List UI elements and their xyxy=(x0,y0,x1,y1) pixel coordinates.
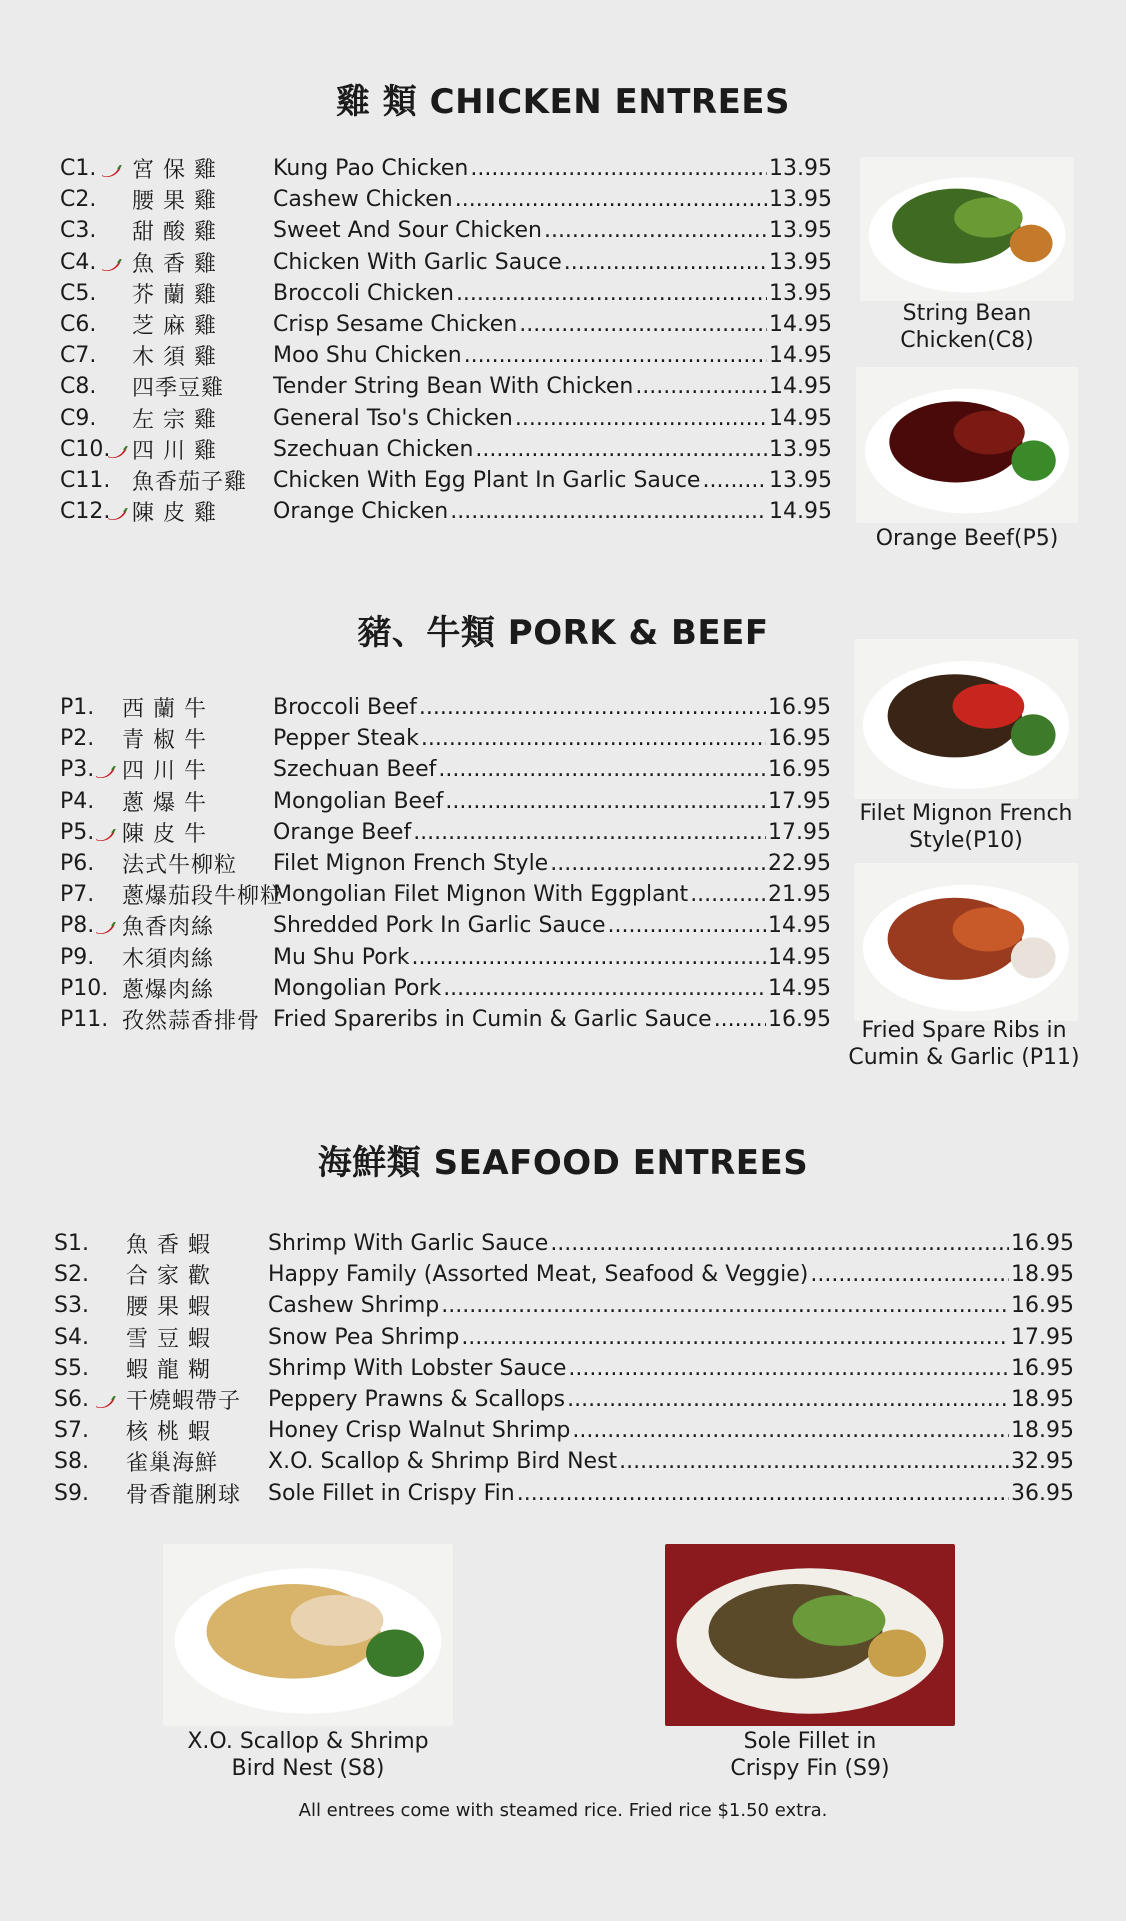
item-price: 18.95 xyxy=(1011,1387,1074,1412)
item-english-name: Chicken With Egg Plant In Garlic Sauce xyxy=(273,468,701,493)
menu-item-row xyxy=(60,247,832,278)
item-english-name: Cashew Shrimp xyxy=(268,1293,440,1319)
dot-leader xyxy=(475,437,767,462)
chili-pepper-icon xyxy=(94,917,116,931)
item-price: 16.95 xyxy=(768,757,831,783)
dot-leader xyxy=(550,851,766,876)
item-chinese-name: 腰 果 雞 xyxy=(132,189,217,215)
item-english-name: Broccoli Chicken xyxy=(273,280,454,306)
item-price: 14.95 xyxy=(769,343,832,369)
dot-leader xyxy=(515,406,767,431)
item-chinese-name: 陳 皮 雞 xyxy=(132,501,217,527)
dot-leader xyxy=(464,343,767,368)
dot-leader xyxy=(461,1325,1009,1350)
menu-item-row xyxy=(54,1322,1074,1353)
item-chinese-name: 芝 麻 雞 xyxy=(132,314,217,339)
menu-item-row xyxy=(60,278,832,309)
chili-pepper-icon xyxy=(106,441,128,455)
item-chinese-name: 芥 蘭 雞 xyxy=(132,282,217,308)
menu-item-row xyxy=(60,465,832,496)
item-code: C6. xyxy=(60,312,97,337)
chili-pepper-icon xyxy=(100,254,122,268)
item-code: C4. xyxy=(60,249,97,275)
dot-leader xyxy=(450,499,767,524)
item-price: 17.95 xyxy=(1011,1324,1074,1350)
dish-photo-caption: String Bean Chicken(C8) xyxy=(900,301,1034,353)
dish-photo xyxy=(854,863,1078,1021)
menu-item-row xyxy=(54,1290,1074,1321)
item-price: 14.95 xyxy=(768,913,831,939)
item-code: C5. xyxy=(60,280,97,306)
item-chinese-name: 合 家 歡 xyxy=(126,1264,211,1290)
item-chinese-name: 蔥爆茄段牛柳粒 xyxy=(122,884,284,910)
dot-leader xyxy=(438,757,766,782)
menu-item-row xyxy=(60,973,831,1004)
menu-item-row xyxy=(60,340,832,371)
item-chinese-name: 孜然蒜香排骨 xyxy=(122,1009,261,1034)
dish-photo-caption: Sole Fillet in Crispy Fin (S9) xyxy=(730,1729,890,1781)
dish-photo-caption: Filet Mignon French Style(P10) xyxy=(859,801,1073,853)
item-english-name: Szechuan Beef xyxy=(273,757,437,783)
item-english-name: Tender String Bean With Chicken xyxy=(273,374,634,400)
item-code: C3. xyxy=(60,218,97,244)
menu-item-row xyxy=(60,403,832,434)
dish-photo-caption: Fried Spare Ribs in Cumin & Garlic (P11) xyxy=(848,1018,1080,1070)
menu-item-row xyxy=(60,184,832,215)
item-english-name: Pepper Steak xyxy=(273,726,419,752)
menu-item-row xyxy=(54,1384,1074,1415)
chili-pepper-icon xyxy=(100,160,122,174)
item-code: P8. xyxy=(60,913,95,939)
dot-leader xyxy=(519,312,767,337)
menu-item-row xyxy=(60,817,831,848)
dot-leader xyxy=(419,695,766,720)
dish-photo xyxy=(665,1544,955,1726)
item-chinese-name: 魚 香 蝦 xyxy=(126,1233,211,1258)
menu-item-row xyxy=(60,848,831,879)
dish-photo-caption: X.O. Scallop & Shrimp Bird Nest (S8) xyxy=(187,1729,429,1781)
item-price: 17.95 xyxy=(768,788,831,814)
item-code: P2. xyxy=(60,726,95,752)
item-code: P3. xyxy=(60,757,95,783)
item-price: 16.95 xyxy=(1011,1355,1074,1381)
item-code: P4. xyxy=(60,788,95,814)
chicken-section-title: 雞 類 CHICKEN ENTREES xyxy=(335,82,791,122)
item-english-name: Orange Chicken xyxy=(273,499,449,525)
item-code: C7. xyxy=(60,343,97,369)
item-english-name: Snow Pea Shrimp xyxy=(268,1324,460,1350)
item-code: P7. xyxy=(60,882,95,908)
item-price: 13.95 xyxy=(769,280,832,306)
dot-leader xyxy=(517,1481,1009,1506)
item-english-name: General Tso's Chicken xyxy=(273,405,513,431)
item-price: 13.95 xyxy=(769,468,832,493)
item-price: 16.95 xyxy=(768,695,831,720)
item-code: C11. xyxy=(60,468,111,493)
menu-item-row xyxy=(60,723,831,754)
item-chinese-name: 陳 皮 牛 xyxy=(122,821,207,847)
dot-leader xyxy=(550,1231,1009,1256)
pork-beef-section-title: 豬、牛類 PORK & BEEF xyxy=(357,613,769,653)
item-english-name: Shrimp With Garlic Sauce xyxy=(268,1231,549,1256)
menu-item-row xyxy=(60,434,832,465)
item-english-name: Sole Fillet in Crispy Fin xyxy=(268,1480,515,1506)
item-price: 22.95 xyxy=(768,851,831,876)
item-price: 16.95 xyxy=(1011,1293,1074,1319)
dot-leader xyxy=(619,1449,1009,1474)
item-price: 14.95 xyxy=(769,499,832,525)
dot-leader xyxy=(413,820,766,845)
menu-item-row xyxy=(60,496,832,527)
item-price: 16.95 xyxy=(768,726,831,752)
item-english-name: Szechuan Chicken xyxy=(273,436,474,462)
item-price: 21.95 xyxy=(768,882,831,908)
item-chinese-name: 青 椒 牛 xyxy=(122,728,207,754)
item-price: 32.95 xyxy=(1011,1449,1074,1475)
dish-photo-caption: Orange Beef(P5) xyxy=(875,526,1059,551)
item-english-name: Shredded Pork In Garlic Sauce xyxy=(273,913,606,939)
item-code: S8. xyxy=(54,1449,89,1475)
menu-item-row xyxy=(54,1446,1074,1477)
footnote: All entrees come with steamed rice. Fried rice $1.50 extra. xyxy=(298,1800,828,1821)
dot-leader xyxy=(568,1356,1009,1381)
menu-item-row xyxy=(60,786,831,817)
item-english-name: Kung Pao Chicken xyxy=(273,156,469,181)
item-code: C10. xyxy=(60,436,111,462)
menu-item-row xyxy=(60,754,831,785)
item-price: 14.95 xyxy=(769,405,832,431)
item-code: C9. xyxy=(60,405,97,431)
menu-item-row xyxy=(60,1004,831,1035)
menu-item-row xyxy=(54,1478,1074,1509)
item-code: P1. xyxy=(60,695,95,720)
item-english-name: Filet Mignon French Style xyxy=(273,851,549,876)
item-english-name: Mongolian Beef xyxy=(273,788,444,814)
dot-leader xyxy=(607,913,766,938)
item-english-name: Honey Crisp Walnut Shrimp xyxy=(268,1418,571,1444)
item-code: S2. xyxy=(54,1262,89,1288)
dot-leader xyxy=(456,281,767,306)
item-code: C12. xyxy=(60,499,111,525)
dot-leader xyxy=(443,976,766,1001)
item-chinese-name: 腰 果 蝦 xyxy=(126,1295,211,1321)
item-chinese-name: 法式牛柳粒 xyxy=(122,853,238,878)
dot-leader xyxy=(421,726,766,751)
item-chinese-name: 核 桃 蝦 xyxy=(126,1420,211,1446)
item-price: 18.95 xyxy=(1011,1418,1074,1444)
menu-item-row xyxy=(60,153,832,184)
chili-pepper-icon xyxy=(106,503,128,517)
dot-leader xyxy=(564,250,767,275)
dish-photo xyxy=(854,639,1078,799)
menu-item-row xyxy=(54,1415,1074,1446)
item-code: C2. xyxy=(60,187,97,213)
item-code: P10. xyxy=(60,975,109,1001)
item-code: S5. xyxy=(54,1355,89,1381)
item-chinese-name: 四 川 雞 xyxy=(132,438,217,464)
item-price: 13.95 xyxy=(769,218,832,244)
dot-leader xyxy=(702,468,767,493)
dot-leader xyxy=(470,156,767,181)
item-chinese-name: 骨香龍脷球 xyxy=(126,1482,242,1508)
menu-item-row xyxy=(60,942,831,973)
item-code: S9. xyxy=(54,1480,89,1506)
item-english-name: Mongolian Filet Mignon With Eggplant xyxy=(273,882,689,908)
item-price: 14.95 xyxy=(769,312,832,337)
menu-item-row xyxy=(60,371,832,402)
menu-item-row xyxy=(60,692,831,723)
dot-leader xyxy=(567,1387,1009,1412)
item-chinese-name: 西 蘭 牛 xyxy=(122,697,207,722)
item-chinese-name: 魚 香 雞 xyxy=(132,251,217,277)
dot-leader xyxy=(690,882,766,907)
menu-item-row xyxy=(60,215,832,246)
item-price: 14.95 xyxy=(768,975,831,1001)
dish-photo xyxy=(163,1544,453,1726)
item-english-name: Shrimp With Lobster Sauce xyxy=(268,1355,567,1381)
item-price: 13.95 xyxy=(769,436,832,462)
menu-item-row xyxy=(54,1353,1074,1384)
item-english-name: Broccoli Beef xyxy=(273,695,417,720)
dish-photo xyxy=(860,157,1074,301)
menu-item-row xyxy=(60,309,832,340)
item-chinese-name: 魚香肉絲 xyxy=(122,915,215,941)
item-chinese-name: 魚香茄子雞 xyxy=(132,470,248,495)
item-code: P11. xyxy=(60,1007,109,1032)
item-code: S3. xyxy=(54,1293,89,1319)
item-code: S4. xyxy=(54,1324,89,1350)
item-english-name: X.O. Scallop & Shrimp Bird Nest xyxy=(268,1449,618,1475)
item-price: 14.95 xyxy=(768,944,831,970)
item-chinese-name: 蔥爆肉絲 xyxy=(122,977,215,1003)
dot-leader xyxy=(455,187,767,212)
dot-leader xyxy=(572,1418,1009,1443)
item-english-name: Mu Shu Pork xyxy=(273,944,410,970)
item-english-name: Happy Family (Assorted Meat, Seafood & Veggie) xyxy=(268,1262,809,1288)
item-english-name: Mongolian Pork xyxy=(273,975,442,1001)
item-chinese-name: 四季豆雞 xyxy=(132,376,225,402)
item-english-name: Crisp Sesame Chicken xyxy=(273,312,518,337)
item-code: S1. xyxy=(54,1231,89,1256)
dot-leader xyxy=(810,1262,1009,1287)
item-english-name: Sweet And Sour Chicken xyxy=(273,218,542,244)
item-price: 18.95 xyxy=(1011,1262,1074,1288)
item-english-name: Orange Beef xyxy=(273,819,412,845)
item-code: S7. xyxy=(54,1418,89,1444)
item-chinese-name: 雪 豆 蝦 xyxy=(126,1326,211,1352)
item-english-name: Fried Spareribs in Cumin & Garlic Sauce xyxy=(273,1007,712,1032)
item-english-name: Chicken With Garlic Sauce xyxy=(273,249,562,275)
item-price: 16.95 xyxy=(1011,1231,1074,1256)
chili-pepper-icon xyxy=(94,824,116,838)
dot-leader xyxy=(544,218,767,243)
dot-leader xyxy=(635,374,767,399)
dot-leader xyxy=(441,1293,1009,1318)
dot-leader xyxy=(412,945,767,970)
item-chinese-name: 蝦 龍 糊 xyxy=(126,1357,211,1383)
item-code: P6. xyxy=(60,851,95,876)
item-chinese-name: 左 宗 雞 xyxy=(132,407,217,433)
item-code: P5. xyxy=(60,819,95,845)
item-price: 16.95 xyxy=(768,1007,831,1032)
menu-item-row xyxy=(60,910,831,941)
menu-item-row xyxy=(54,1228,1074,1259)
item-price: 14.95 xyxy=(769,374,832,400)
dot-leader xyxy=(445,789,766,814)
item-chinese-name: 甜 酸 雞 xyxy=(132,220,217,246)
item-chinese-name: 木須肉絲 xyxy=(122,946,215,972)
menu-item-row xyxy=(54,1259,1074,1290)
menu-item-row xyxy=(60,879,831,910)
item-price: 13.95 xyxy=(769,187,832,213)
item-english-name: Cashew Chicken xyxy=(273,187,453,213)
item-chinese-name: 干燒蝦帶子 xyxy=(126,1389,242,1414)
item-chinese-name: 木 須 雞 xyxy=(132,345,217,371)
item-chinese-name: 宮 保 雞 xyxy=(132,158,217,183)
item-chinese-name: 蔥 爆 牛 xyxy=(122,790,207,816)
item-chinese-name: 雀巢海鮮 xyxy=(126,1451,219,1477)
item-price: 17.95 xyxy=(768,819,831,845)
item-price: 13.95 xyxy=(769,249,832,275)
item-code: P9. xyxy=(60,944,95,970)
seafood-section-title: 海鮮類 SEAFOOD ENTREES xyxy=(317,1143,809,1183)
item-code: C1. xyxy=(60,156,97,181)
item-price: 13.95 xyxy=(769,156,832,181)
item-price: 36.95 xyxy=(1011,1480,1074,1506)
chili-pepper-icon xyxy=(94,761,116,775)
item-code: C8. xyxy=(60,374,97,400)
item-english-name: Moo Shu Chicken xyxy=(273,343,462,369)
item-chinese-name: 四 川 牛 xyxy=(122,759,207,785)
item-english-name: Peppery Prawns & Scallops xyxy=(268,1387,566,1412)
dot-leader xyxy=(714,1007,766,1032)
dish-photo xyxy=(856,367,1078,523)
item-code: S6. xyxy=(54,1387,89,1412)
chili-pepper-icon xyxy=(94,1391,116,1405)
